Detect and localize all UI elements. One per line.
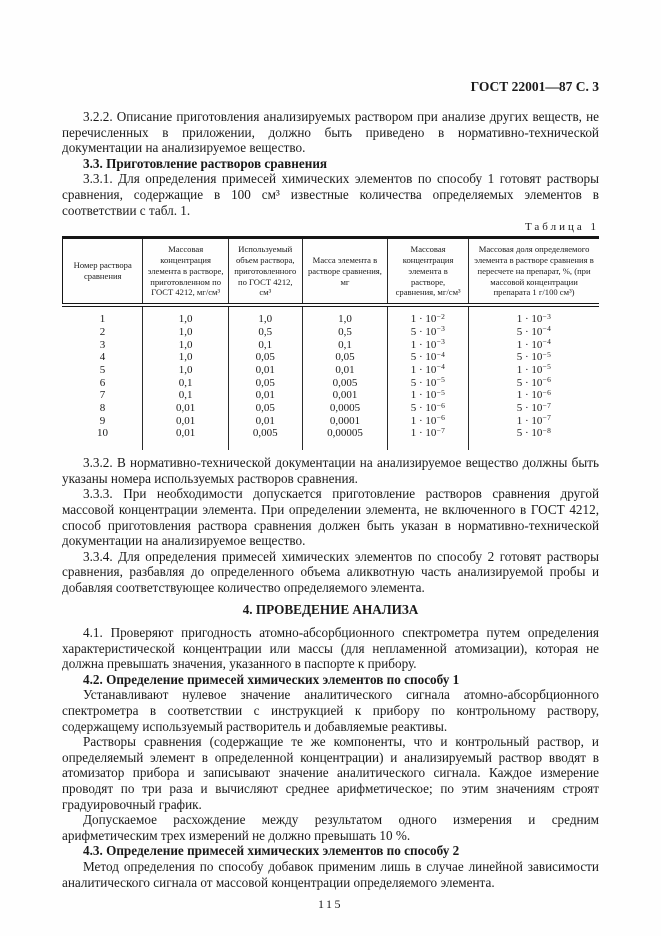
- table-cell: 0,0001: [302, 415, 387, 428]
- table-cell: 3: [99, 338, 106, 351]
- table-cell: 0,05: [302, 351, 387, 364]
- reference-solutions-table: [62, 236, 599, 450]
- table-cell: 0,001: [302, 389, 387, 402]
- table-cell: 0,01: [228, 389, 302, 402]
- table-row: [63, 351, 600, 364]
- table-row: [63, 377, 600, 390]
- table-cell: 0,05: [228, 377, 302, 390]
- table-header-row: [63, 238, 600, 305]
- heading-4-3: 4.3. Определение примесей химических элементов по способу 2: [83, 843, 460, 859]
- table-cell: $1 \cdot 10^{-7}$: [469, 415, 599, 428]
- table-cell: $1 \cdot 10^{-4}$: [469, 339, 599, 352]
- table-cell: $1 \cdot 10^{-5}$: [469, 364, 599, 377]
- content-area: [62, 0, 599, 911]
- paragraph-4-1: 4.1. Проверяют пригодность атомно-абсорбционного спектрометра путем определения характеристической концентрации или массы (для непламенной атомизации), которая не должна превышать значения, указанного в паспорте к прибору.: [62, 625, 599, 672]
- table-cell: 1,0: [228, 305, 302, 326]
- table-cell: 0,01: [228, 364, 302, 377]
- table-row: [63, 402, 600, 415]
- column-header-used-volume: Используемый объем раствора, приготовленного по ГОСТ 4212, см³: [228, 238, 302, 305]
- table-cell: 8: [99, 402, 106, 415]
- table-cell: $5 \cdot 10^{-4}$: [388, 351, 469, 364]
- table-cell: 6: [99, 376, 106, 389]
- table-cell: 0,1: [228, 339, 302, 352]
- table-cell: 0,005: [302, 377, 387, 390]
- column-header-mass-fraction: Массовая доля определяемого элемента в растворе сравнения в пересчете на препарат, %, (при массовой концентрации препарата 1 г/100 см³): [469, 238, 599, 305]
- paragraph-3-3-2: 3.3.2. В нормативно-технической документации на анализируемое вещество должны быть указаны номера используемых растворов сравнения.: [62, 455, 599, 486]
- heading-3-3: 3.3. Приготовление растворов сравнения: [83, 155, 328, 171]
- table-cell: 1,0: [143, 326, 228, 339]
- table-cell: 0,5: [228, 326, 302, 339]
- table-row: [63, 389, 600, 402]
- table-row: [63, 415, 600, 428]
- table-row: [63, 364, 600, 377]
- column-header-element-mass: Масса элемента в растворе сравнения, мг: [302, 238, 387, 305]
- table-cell: 1,0: [143, 351, 228, 364]
- table-cell: $1 \cdot 10^{-2}$: [388, 305, 469, 326]
- paragraph-3-3-4: 3.3.4. Для определения примесей химических элементов по способу 2 готовят растворы сравнения, разбавляя до определенного объема аликвотную часть анализируемой пробы и добавляя соответствующее количество определяемого элемента.: [62, 548, 599, 595]
- table-cell: 1,0: [143, 305, 228, 326]
- table-cell: 1: [99, 313, 106, 326]
- table-cell: 0,0005: [302, 402, 387, 415]
- table-row: [63, 427, 600, 450]
- table-cell: 0,01: [228, 415, 302, 428]
- table-cell: $1 \cdot 10^{-7}$: [388, 427, 469, 450]
- table-cell: $1 \cdot 10^{-3}$: [469, 305, 599, 326]
- table-header: [63, 238, 600, 305]
- table-cell: $5 \cdot 10^{-8}$: [469, 427, 599, 450]
- table-cell: 7: [99, 389, 106, 402]
- paragraph-3-2-2: 3.2.2. Описание приготовления анализируемых раствором при анализе других веществ, не перечисленных в приложении, должно быть приведено в нормативно-технической документации на анализируемое вещество.: [62, 109, 599, 156]
- table-cell: 0,005: [228, 427, 302, 450]
- column-header-mass-concentration-reference: Массовая концентрация элемента в растворе, сравнения, мг/см³: [388, 238, 469, 305]
- paragraph-4-2-a: Устанавливают нулевое значение аналитического сигнала атомно-абсорбционного спектрометра в соответствии с инструкцией к прибору по контрольному раствору, содержащему используемый растворитель и добавляемые реактивы.: [62, 687, 599, 734]
- table-row: [63, 339, 600, 352]
- paragraph-4-2-c: Допускаемое расхождение между результатом одного измерения и средним арифметическим трех измерений не должно превышать 10 %.: [62, 812, 599, 843]
- standard-number-header: ГОСТ 22001—87 С. 3: [470, 79, 599, 94]
- table-cell: $1 \cdot 10^{-6}$: [388, 415, 469, 428]
- table-cell: 0,1: [302, 339, 387, 352]
- table-cell: 0,00005: [302, 427, 387, 450]
- table-cell: 0,1: [143, 377, 228, 390]
- table-cell: $1 \cdot 10^{-6}$: [469, 389, 599, 402]
- table-cell: 0,05: [228, 402, 302, 415]
- table-body: [63, 305, 600, 450]
- table-cell: 0,01: [302, 364, 387, 377]
- table-row: [63, 305, 600, 326]
- table-cell: 0,01: [143, 402, 228, 415]
- table-cell: 1,0: [143, 339, 228, 352]
- table-cell: 0,01: [143, 427, 228, 450]
- paragraph-4-3: Метод определения по способу добавок применим лишь в случае линейной зависимости аналитического сигнала от массовой концентрации определяемого элемента.: [62, 859, 599, 890]
- table-row: [63, 326, 600, 339]
- table-cell: $5 \cdot 10^{-6}$: [388, 402, 469, 415]
- table-cell: 5: [99, 363, 106, 376]
- table-cell: 1,0: [143, 364, 228, 377]
- table-cell: 9: [99, 414, 106, 427]
- table-cell: $5 \cdot 10^{-7}$: [469, 402, 599, 415]
- table-cell: $1 \cdot 10^{-3}$: [388, 339, 469, 352]
- table-cell: $5 \cdot 10^{-5}$: [388, 377, 469, 390]
- heading-section-4: 4. ПРОВЕДЕНИЕ АНАЛИЗА: [242, 601, 419, 617]
- table-cell: 4: [99, 351, 106, 364]
- column-header-mass-concentration-gost4212: Массовая концентрация элемента в растворе, приготовленном по ГОСТ 4212, мг/см³: [143, 238, 228, 305]
- column-header-solution-number: Номер раствора сравнения: [63, 238, 143, 305]
- table-cell: 0,1: [143, 389, 228, 402]
- table-cell: 1,0: [302, 305, 387, 326]
- table-cell: $5 \cdot 10^{-5}$: [469, 351, 599, 364]
- table-cell: 0,5: [302, 326, 387, 339]
- heading-4-2: 4.2. Определение примесей химических элементов по способу 1: [83, 671, 460, 687]
- paragraph-3-3-1: 3.3.1. Для определения примесей химических элементов по способу 1 готовят растворы сравнения, содержащие в 100 см³ известные количества определяемых элементов в соответствии с табл. 1.: [62, 171, 599, 218]
- paragraph-4-2-b: Растворы сравнения (содержащие те же компоненты, что и контрольный раствор, и определяемый элемент в определенной концентрации) и анализируемый раствор вводят в атомизатор прибора и записывают значение аналитического сигнала. Каждое измерение проводят по три раза и вычисляют среднее арифметическое; по этим значениям строят градуировочный график.: [62, 734, 599, 812]
- table-cell: $5 \cdot 10^{-6}$: [469, 377, 599, 390]
- table-cell: $5 \cdot 10^{-3}$: [388, 326, 469, 339]
- table-caption: Таблица 1: [524, 221, 599, 234]
- table-cell: 0,01: [143, 415, 228, 428]
- table-cell: 2: [99, 325, 106, 338]
- table-cell: $5 \cdot 10^{-4}$: [469, 326, 599, 339]
- table-cell: 10: [96, 427, 108, 440]
- table-cell: $1 \cdot 10^{-5}$: [388, 389, 469, 402]
- table-cell: 0,05: [228, 351, 302, 364]
- page-number: 115: [317, 897, 344, 912]
- table-cell: $1 \cdot 10^{-4}$: [388, 364, 469, 377]
- paragraph-3-3-3: 3.3.3. При необходимости допускается приготовление растворов сравнения другой массовой концентрации элемента. При определении элемента, не включенного в ГОСТ 4212, способ приготовления раствора сравнения должен быть указан в нормативно-технической документации на анализируемое вещество.: [62, 486, 599, 549]
